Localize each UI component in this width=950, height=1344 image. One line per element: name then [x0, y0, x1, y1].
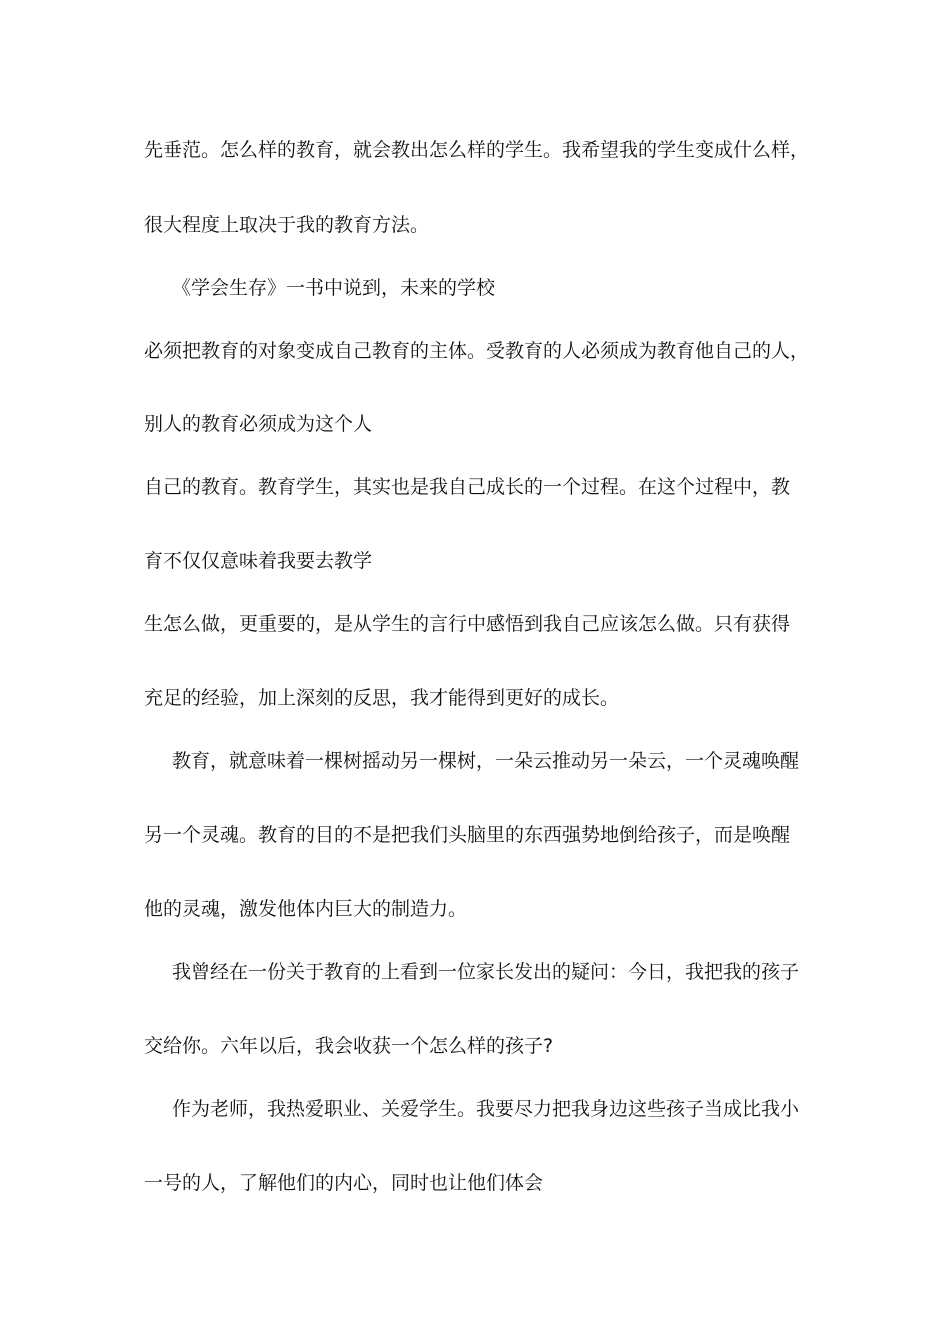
text-line-6: 自己的教育。教育学生，其实也是我自己成长的一个过程。在这个过程中，教 — [144, 476, 791, 498]
paragraph-start-line-13: 我曾经在一份关于教育的上看到一位家长发出的疑问：今日，我把我的孩子 — [172, 961, 800, 983]
text-line-16: 一号的人，了解他们的内心，同时也让他们体会 — [144, 1172, 544, 1194]
text-line-1: 先垂范。怎么样的教育，就会教出怎么样的学生。我希望我的学生变成什么样， — [144, 139, 810, 161]
paragraph-start-line-3: 《学会生存》一书中说到，未来的学校 — [172, 277, 496, 299]
text-line-9: 充足的经验，加上深刻的反思，我才能得到更好的成长。 — [144, 687, 620, 709]
paragraph-start-line-15: 作为老师，我热爱职业、关爱学生。我要尽力把我身边这些孩子当成比我小 — [172, 1098, 800, 1120]
text-line-11: 另一个灵魂。教育的目的不是把我们头脑里的东西强势地倒给孩子，而是唤醒 — [144, 824, 791, 846]
text-line-14: 交给你。六年以后，我会收获一个怎么样的孩子? — [144, 1035, 554, 1057]
text-line-2: 很大程度上取决于我的教育方法。 — [144, 214, 430, 236]
text-line-8: 生怎么做，更重要的，是从学生的言行中感悟到我自己应该怎么做。只有获得 — [144, 613, 791, 635]
text-line-4: 必须把教育的对象变成自己教育的主体。受教育的人必须成为教育他自己的人， — [144, 340, 810, 362]
text-line-12: 他的灵魂，激发他体内巨大的制造力。 — [144, 898, 468, 920]
text-line-5: 别人的教育必须成为这个人 — [144, 413, 373, 435]
paragraph-start-line-10: 教育，就意味着一棵树摇动另一棵树，一朵云推动另一朵云，一个灵魂唤醒 — [172, 750, 800, 772]
text-line-7: 育不仅仅意味着我要去教学 — [144, 550, 373, 572]
